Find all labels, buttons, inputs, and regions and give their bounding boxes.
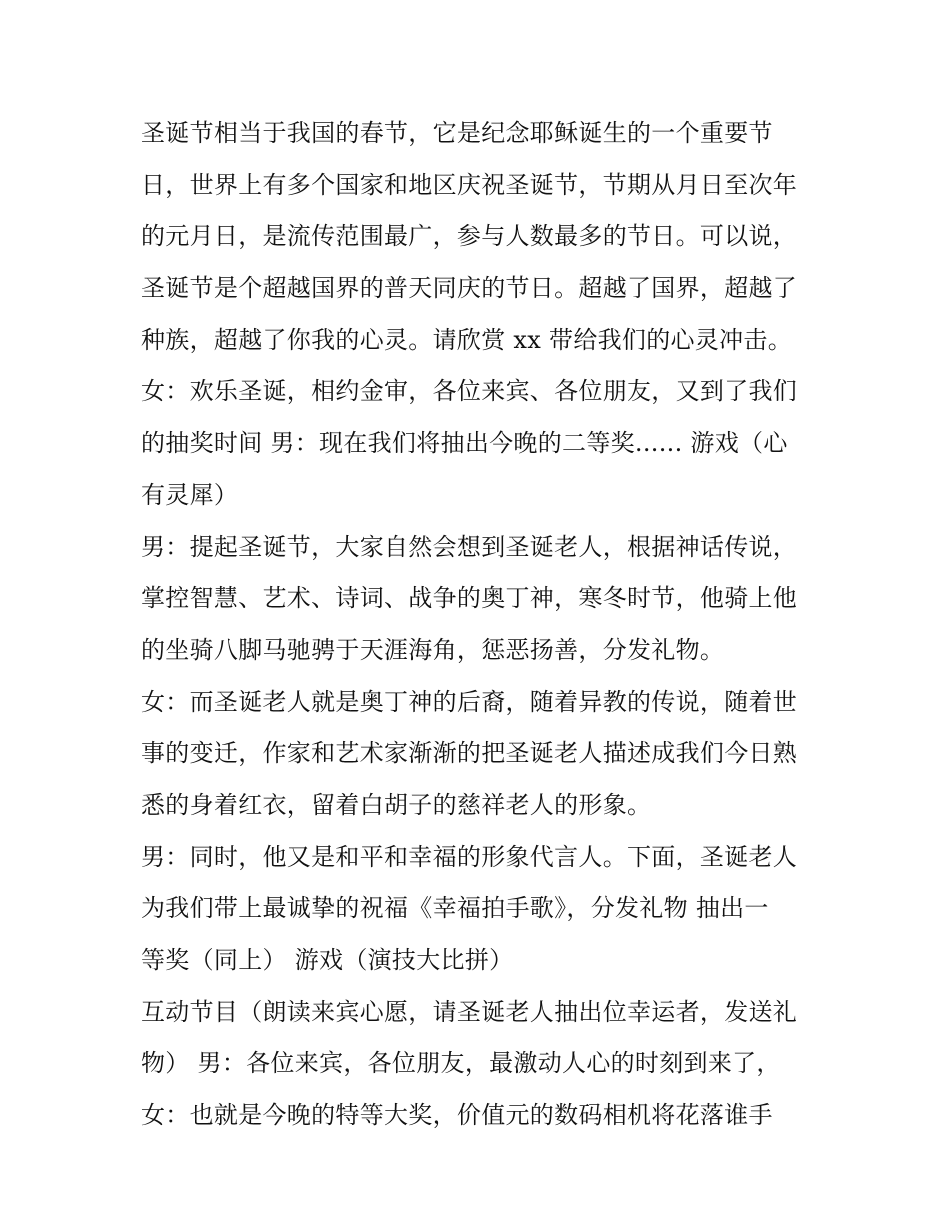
text-line: 男：同时，他又是和平和幸福的形象代言人。下面，圣诞老人 <box>141 842 798 871</box>
text-line: 的坐骑八脚马驰骋于天涯海角，惩恶扬善，分发礼物。 <box>141 635 725 664</box>
text-line: 有灵犀） <box>141 480 239 509</box>
text-line: 种族，超越了你我的心灵。请欣赏 xx 带给我们的心灵冲击。 <box>141 325 793 354</box>
text-line: 为我们带上最诚挚的祝福《幸福拍手歌》，分发礼物 抽出一 <box>141 894 769 923</box>
text-line: 等奖（同上） 游戏（演技大比拼） <box>141 946 514 974</box>
text-line: 的元月日，是流传范围最广，参与人数最多的节日。可以说， <box>141 222 798 251</box>
text-line: 掌控智慧、艺术、诗词、战争的奥丁神，寒冬时节，他骑上他 <box>141 584 798 613</box>
text-line: 日，世界上有多个国家和地区庆祝圣诞节，节期从月日至次年 <box>141 170 798 199</box>
body-text <box>141 108 831 1142</box>
text-line: 女：也就是今晚的特等大奖，价值元的数码相机将花落谁手 <box>141 1101 773 1130</box>
text-line: 事的变迁，作家和艺术家渐渐的把圣诞老人描述成我们今日熟 <box>141 739 798 768</box>
text-line: 互动节目（朗读来宾心愿，请圣诞老人抽出位幸运者，发送礼 <box>141 997 798 1026</box>
text-line: 圣诞节是个超越国界的普天同庆的节日。超越了国界，超越了 <box>141 274 798 303</box>
text-line: 男：提起圣诞节，大家自然会想到圣诞老人，根据神话传说， <box>141 532 798 561</box>
text-line: 的抽奖时间 男：现在我们将抽出今晚的二等奖...... 游戏（心 <box>141 429 788 458</box>
text-line: 物） 男：各位来宾，各位朋友，最激动人心的时刻到来了， <box>141 1049 781 1078</box>
text-line: 女：欢乐圣诞，相约金审，各位来宾、各位朋友，又到了我们 <box>141 377 798 406</box>
text-line: 悉的身着红衣，留着白胡子的慈祥老人的形象。 <box>141 790 652 819</box>
text-line: 圣诞节相当于我国的春节，它是纪念耶稣诞生的一个重要节 <box>141 119 773 147</box>
text-line: 女：而圣诞老人就是奥丁神的后裔，随着异教的传说，随着世 <box>141 687 798 716</box>
